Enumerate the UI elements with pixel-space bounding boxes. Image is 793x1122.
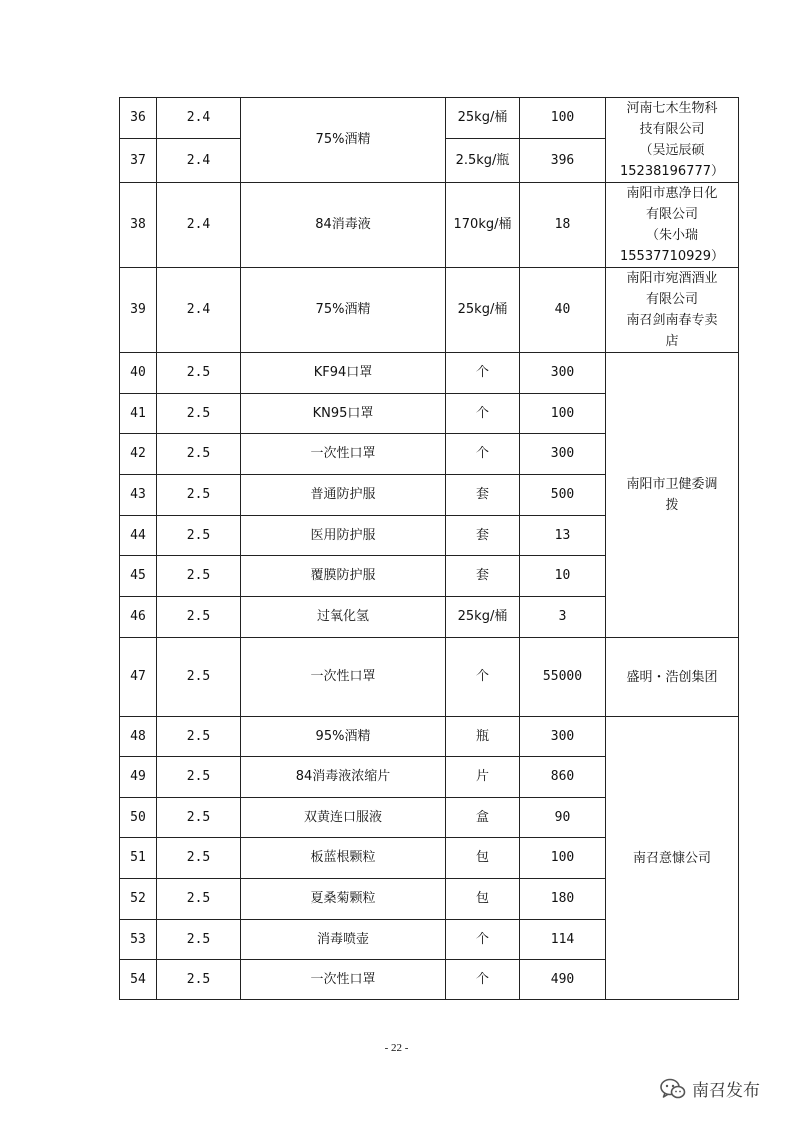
row-number: 51 (120, 838, 157, 879)
row-item: 板蓝根颗粒 (241, 838, 446, 879)
row-number: 45 (120, 556, 157, 597)
supplier-line: 技有限公司 (639, 122, 705, 137)
row-unit: 25kg/桶 (446, 268, 520, 353)
row-item: 双黄连口服液 (241, 798, 446, 838)
row-unit: 包 (446, 879, 520, 920)
row-item: 75%酒精 (241, 98, 446, 183)
row-item: 一次性口罩 (241, 434, 446, 475)
row-number: 48 (120, 717, 157, 757)
supplier-line: 南阳市宛酒酒业 (626, 271, 718, 286)
row-qty: 300 (520, 717, 606, 757)
supplier-line: 有限公司 (645, 207, 698, 222)
row-number: 43 (120, 475, 157, 516)
row-number: 53 (120, 920, 157, 960)
table-row (120, 183, 739, 268)
row-date: 2.5 (157, 394, 241, 434)
row-unit: 个 (446, 960, 520, 1000)
row-date: 2.5 (157, 516, 241, 556)
row-date: 2.4 (157, 183, 241, 268)
row-date: 2.4 (157, 268, 241, 353)
row-item: 夏桑菊颗粒 (241, 879, 446, 920)
row-qty: 180 (520, 879, 606, 920)
row-date: 2.5 (157, 879, 241, 920)
row-item: KF94口罩 (241, 353, 446, 394)
row-date: 2.5 (157, 475, 241, 516)
row-unit: 瓶 (446, 717, 520, 757)
row-date: 2.5 (157, 920, 241, 960)
supplier-line: 店 (665, 334, 679, 349)
row-number: 52 (120, 879, 157, 920)
wechat-icon (660, 1078, 686, 1100)
row-date: 2.5 (157, 717, 241, 757)
row-qty: 90 (520, 798, 606, 838)
row-unit: 套 (446, 556, 520, 597)
row-number: 49 (120, 757, 157, 798)
row-date: 2.5 (157, 757, 241, 798)
row-date: 2.5 (157, 838, 241, 879)
supplier-line: 15537710929） (620, 249, 724, 264)
row-date: 2.5 (157, 556, 241, 597)
row-number: 54 (120, 960, 157, 1000)
row-number: 42 (120, 434, 157, 475)
row-qty: 40 (520, 268, 606, 353)
row-item: 84消毒液 (241, 183, 446, 268)
table-row (120, 638, 739, 717)
row-number: 38 (120, 183, 157, 268)
supplier-line: 南召意慷公司 (632, 850, 711, 866)
row-qty: 860 (520, 757, 606, 798)
row-number: 39 (120, 268, 157, 353)
row-number: 36 (120, 98, 157, 139)
row-unit: 170kg/桶 (446, 183, 520, 268)
supplier-cell (606, 353, 739, 638)
row-number: 37 (120, 139, 157, 183)
row-unit: 盒 (446, 798, 520, 838)
row-date: 2.5 (157, 597, 241, 638)
row-qty: 490 (520, 960, 606, 1000)
supplier-cell (606, 717, 739, 1000)
row-qty: 13 (520, 516, 606, 556)
row-qty: 500 (520, 475, 606, 516)
row-item: 一次性口罩 (241, 638, 446, 717)
row-number: 46 (120, 597, 157, 638)
row-number: 44 (120, 516, 157, 556)
row-unit: 套 (446, 516, 520, 556)
row-number: 47 (120, 638, 157, 717)
table-row (120, 98, 739, 139)
supplier-line: （吴远辰硕 (639, 143, 705, 158)
row-date: 2.4 (157, 98, 241, 139)
supplier-line: 南阳市惠净日化 (626, 186, 718, 201)
row-date: 2.5 (157, 798, 241, 838)
row-unit: 片 (446, 757, 520, 798)
row-unit: 包 (446, 838, 520, 879)
watermark-text: 南召发布 (692, 1081, 760, 1101)
page-number: - 22 - (384, 1042, 409, 1054)
row-unit: 个 (446, 394, 520, 434)
row-item: 84消毒液浓缩片 (241, 757, 446, 798)
row-item: 覆膜防护服 (241, 556, 446, 597)
supplier-line: 南阳市卫健委调 (626, 477, 718, 492)
row-qty: 100 (520, 394, 606, 434)
row-qty: 114 (520, 920, 606, 960)
row-qty: 396 (520, 139, 606, 183)
row-date: 2.5 (157, 434, 241, 475)
table-row (120, 353, 739, 394)
row-item: 一次性口罩 (241, 960, 446, 1000)
row-unit: 2.5kg/瓶 (446, 139, 520, 183)
row-unit: 套 (446, 475, 520, 516)
donation-table (119, 97, 739, 1000)
supplier-line: 拨 (665, 498, 679, 513)
supplier-line: 盛明・浩创集团 (626, 669, 718, 685)
table-row (120, 717, 739, 757)
row-unit: 25kg/桶 (446, 597, 520, 638)
supplier-cell (606, 268, 739, 353)
row-date: 2.5 (157, 638, 241, 717)
row-number: 40 (120, 353, 157, 394)
watermark (660, 1076, 760, 1101)
supplier-cell (606, 183, 739, 268)
supplier-line: 南召剑南春专卖 (626, 313, 718, 328)
supplier-line: 有限公司 (645, 292, 698, 307)
row-qty: 300 (520, 434, 606, 475)
row-item: KN95口罩 (241, 394, 446, 434)
supplier-cell (606, 638, 739, 717)
row-unit: 个 (446, 638, 520, 717)
row-item: 医用防护服 (241, 516, 446, 556)
supplier-cell (606, 98, 739, 183)
row-number: 41 (120, 394, 157, 434)
row-date: 2.5 (157, 353, 241, 394)
row-qty: 100 (520, 838, 606, 879)
supplier-line: （朱小瑞 (645, 228, 698, 243)
row-date: 2.4 (157, 139, 241, 183)
row-qty: 55000 (520, 638, 606, 717)
row-qty: 10 (520, 556, 606, 597)
row-qty: 100 (520, 98, 606, 139)
row-item: 过氧化氢 (241, 597, 446, 638)
row-unit: 个 (446, 920, 520, 960)
row-number: 50 (120, 798, 157, 838)
row-unit: 25kg/桶 (446, 98, 520, 139)
row-item: 消毒喷壶 (241, 920, 446, 960)
row-item: 75%酒精 (241, 268, 446, 353)
row-qty: 300 (520, 353, 606, 394)
supplier-line: 15238196777） (620, 164, 724, 179)
row-item: 普通防护服 (241, 475, 446, 516)
table-row (120, 268, 739, 353)
row-unit: 个 (446, 353, 520, 394)
row-date: 2.5 (157, 960, 241, 1000)
row-unit: 个 (446, 434, 520, 475)
row-item: 95%酒精 (241, 717, 446, 757)
supplier-line: 河南七木生物科 (626, 101, 718, 116)
row-qty: 3 (520, 597, 606, 638)
row-qty: 18 (520, 183, 606, 268)
